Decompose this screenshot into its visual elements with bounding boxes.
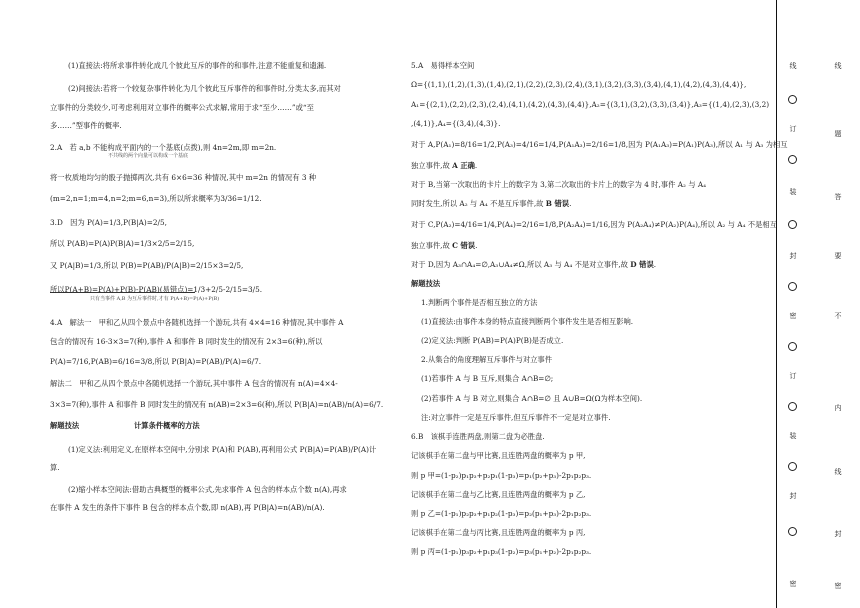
- verdict-wrong: B 错误: [545, 199, 570, 208]
- text-line: 多……”型事件的概率.: [50, 121, 122, 130]
- text-line: 所以P(A+B)=P(A)+P(B)-P(AB)(易错点)=1/3+2/5-2/15=3/5.: [50, 285, 263, 294]
- text-line: 立事件的分类较少,可考虑利用对立事件的概率公式求解,常用于求“至少……”或“至: [50, 103, 314, 112]
- annotation-note: 不共线的两个向量可以构成一个基底: [108, 153, 189, 159]
- binding-circle: [788, 220, 797, 229]
- binding-circle: [788, 95, 797, 104]
- verdict-wrong: C 错误: [452, 241, 476, 250]
- text-span: 对于 D,因为 A₃∩A₄=∅,A₃∪A₄≠Ω,所以 A₃ 与 A₄ 不是对立事件,故: [411, 260, 631, 269]
- binding-margin: [778, 0, 860, 608]
- binding-char: 订: [789, 125, 797, 132]
- text-line: (m=2,n=1;m=4,n=2;m=6,n=3),所以所求概率为3/36=1/12.: [50, 194, 262, 203]
- text-line: 记该棋手在第二盘与乙比赛,且连胜两盘的概率为 p 乙,: [411, 490, 586, 499]
- binding-char: 题: [834, 130, 842, 137]
- binding-char: 封: [789, 252, 797, 259]
- text-line: 则 p 乙=(1-p₁)p₂p₃+p₁p₂(1-p₃)=p₂(p₁+p₃)-2p₁p₂p₃.: [411, 509, 592, 518]
- binding-circle: [788, 527, 797, 536]
- binding-char: 内: [834, 404, 842, 411]
- text-line: P(A)=7/16,P(AB)=6/16=3/8,所以 P(B|A)=P(AB)/P(A)=6/7.: [50, 357, 262, 366]
- text-line: 2.从集合的角度理解互斥事件与对立事件: [421, 355, 553, 364]
- text-span: .: [653, 260, 657, 269]
- text-span: 独立事件,故: [411, 241, 453, 250]
- text-line: 对于 C,P(A₂)=4/16=1/4,P(A₄)=2/16=1/8,P(A₂A₄)=1/16,因为 P(A₂A₄)≠P(A₂)P(A₄),所以 A₂ 与 A₄ 不是相互: [411, 220, 777, 229]
- binding-char: 装: [789, 188, 797, 195]
- text-line: 对于 B,当第一次取出的卡片上的数字为 3,第二次取出的卡片上的数字为 4 时,事件 A₂ 与 A₄: [411, 180, 707, 189]
- binding-char: 线: [834, 62, 842, 69]
- binding-char: 密: [789, 580, 797, 587]
- binding-circle: [788, 462, 797, 471]
- answer-4-header: 4.A 解法一 甲和乙从四个景点中各随机选择一个游玩,共有 4×4=16 种情况,其中事件 A: [50, 318, 344, 327]
- answer-2-header: 2.A 若 a,b 不能构成平面内的一个基底(点拨),则 4n=2m,即 m=2n.: [50, 143, 277, 152]
- answer-5-header: 5.A 易得样本空间: [411, 61, 475, 70]
- text-line: 在事件 A 发生的条件下事件 B 包含的样本点个数,即 n(AB),再 P(B|A)=n(AB)/n(A).: [50, 503, 325, 512]
- text-line: 算.: [50, 463, 60, 472]
- text-line: (2)定义法:判断 P(AB)=P(A)P(B)是否成立.: [421, 336, 564, 345]
- annotation-note: 只有当事件 A,B 为互斥事件时,才有 P(A+B)=P(A)+P(B): [90, 296, 220, 302]
- text-line: (1)直接法:将所求事件转化成几个彼此互斥的事件的和事件,注意不能重复和遗漏.: [68, 61, 327, 70]
- binding-char: 线: [834, 468, 842, 475]
- method-title: 计算条件概率的方法: [134, 421, 200, 430]
- method-heading: 解题技法: [411, 279, 441, 288]
- method-heading: 解题技法: [50, 421, 80, 430]
- text-line: 又 P(A|B)=1/3,所以 P(B)=P(AB)/P(A|B)=2/15×3=2/5,: [50, 261, 244, 270]
- text-line: 则 p 甲=(1-p₂)p₁p₃+p₂p₁(1-p₃)=p₁(p₂+p₃)-2p₁p₂p₃.: [411, 471, 592, 480]
- text-line: [411, 162, 477, 169]
- text-line: 1.判断两个事件是否相互独立的方法: [421, 298, 538, 307]
- binding-circle: [788, 155, 797, 164]
- text-line: 解法二 甲和乙从四个景点中各随机选择一个游玩,其中事件 A 包含的情况有 n(A)=4×4-: [50, 379, 338, 388]
- answer-6-header: 6.B 该棋手连胜两盘,则第二盘为必胜盘.: [411, 432, 545, 441]
- binding-char: 线: [789, 62, 797, 69]
- verdict-correct: A 正确: [452, 161, 475, 170]
- text-line: 注:对立事件一定是互斥事件,但互斥事件不一定是对立事件.: [421, 413, 611, 422]
- text-line: (1)若事件 A 与 B 互斥,则集合 A∩B=∅;: [421, 374, 554, 383]
- binding-char: 不: [834, 312, 842, 319]
- text-span: .: [474, 161, 478, 170]
- text-line: (1)直接法:由事件本身的特点直接判断两个事件发生是否相互影响.: [421, 317, 634, 326]
- binding-char: 要: [834, 252, 842, 259]
- answer-3-header: 3.D 因为 P(A)=1/3,P(B|A)=2/5,: [50, 218, 167, 227]
- binding-char: 装: [789, 432, 797, 439]
- text-line: 包含的情况有 16-3×3=7(种),事件 A 和事件 B 同时发生的情况有 2×3=6(种),所以: [50, 337, 323, 346]
- text-line: 记该棋手在第二盘与甲比赛,且连胜两盘的概率为 p 甲,: [411, 451, 586, 460]
- binding-char: 密: [789, 312, 797, 319]
- binding-circle: [788, 402, 797, 411]
- binding-char: 答: [834, 193, 842, 200]
- text-line: A₁={(2,1),(2,2),(2,3),(2,4),(4,1),(4,2),(4,3),(4,4)},A₂={(3,1),(3,2),(3,3),(3,4)},A₃={(1,4),(2,3),(3,2): [411, 100, 770, 109]
- binding-circle: [788, 282, 797, 291]
- text-span: 独立事件,故: [411, 161, 453, 170]
- text-line: [411, 242, 477, 249]
- binding-circle: [788, 342, 797, 351]
- text-line: (2)间接法:若将一个较复杂事件转化为几个彼此互斥事件的和事件时,分类太多,而其对: [68, 84, 341, 93]
- verdict-wrong: D 错误: [630, 260, 654, 269]
- text-line: [411, 261, 656, 268]
- text-line: Ω={(1,1),(1,2),(1,3),(1,4),(2,1),(2,2),(2,3),(2,4),(3,1),(3,2),(3,3),(3,4),(4,1),(4,2),(4,3),(4,4)},: [411, 80, 747, 89]
- text-line: 3×3=7(种),事件 A 和事件 B 同时发生的情况有 n(AB)=2×3=6(种),所以 P(B|A)=n(AB)/n(A)=6/7.: [50, 400, 384, 409]
- text-line: (1)定义法:利用定义,在原样本空间中,分别求 P(A)和 P(AB),再利用公式 P(B|A)=P(AB)/P(A)计: [68, 445, 377, 454]
- text-line: [411, 200, 571, 207]
- text-line: 记该棋手在第二盘与丙比赛,且连胜两盘的概率为 p 丙,: [411, 528, 586, 537]
- text-line: ,(4,1)},A₄={(3,4),(4,3)}.: [411, 119, 501, 128]
- text-line: 对于 A,P(A₁)=8/16=1/2,P(A₃)=4/16=1/4,P(A₁A₃)=2/16=1/8,因为 P(A₁A₃)=P(A₁)P(A₃),所以 A₁ 与 A₃ 为相互: [411, 140, 788, 149]
- text-line: 将一枚质地均匀的骰子抛掷两次,共有 6×6=36 种情况,其中 m=2n 的情况有 3 种: [50, 173, 317, 182]
- text-line: (2)缩小样本空间法:借助古典概型的概率公式,先求事件 A 包含的样本点个数 n(A),再求: [68, 485, 347, 494]
- text-span: 同时发生,所以 A₂ 与 A₄ 不是互斥事件,故: [411, 199, 546, 208]
- binding-char: 密: [834, 582, 842, 589]
- binding-char: 封: [789, 492, 797, 499]
- text-line: 则 p 丙=(1-p₁)p₃p₂+p₁p₃(1-p₂)=p₃(p₁+p₂)-2p₁p₂p₃.: [411, 547, 592, 556]
- text-line: (2)若事件 A 与 B 对立,则集合 A∩B=∅ 且 A∪B=Ω(Ω为样本空间).: [421, 394, 643, 403]
- text-span: .: [475, 241, 478, 250]
- binding-char: 封: [834, 530, 842, 537]
- text-line: 所以 P(AB)=P(A)P(B|A)=1/3×2/5=2/15,: [50, 239, 195, 248]
- binding-char: 订: [789, 372, 797, 379]
- binding-line: [776, 0, 777, 608]
- text-span: .: [569, 199, 572, 208]
